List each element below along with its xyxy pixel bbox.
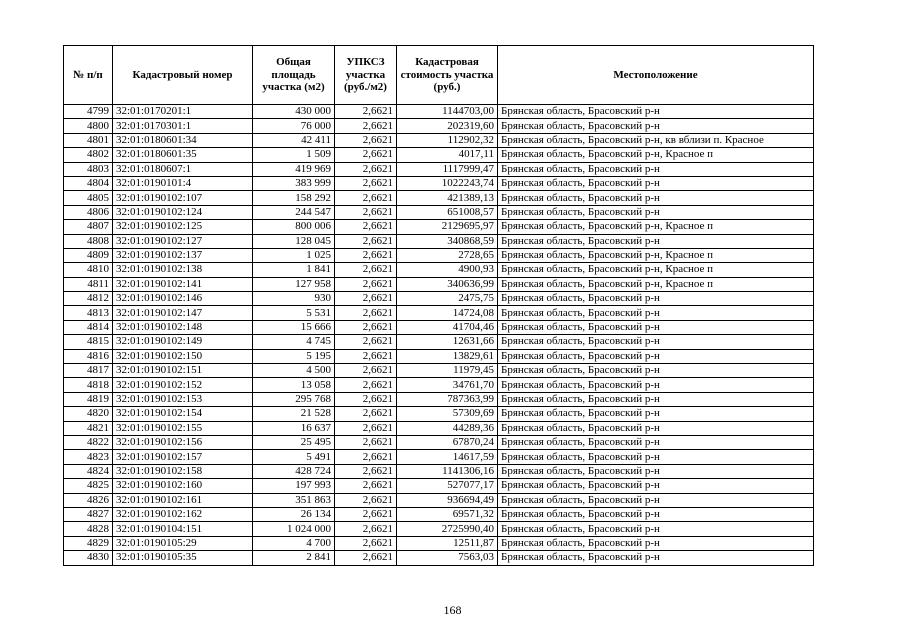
- cell-cadastral-value: 57309,69: [397, 407, 498, 421]
- table-row: [64, 306, 814, 320]
- cell-cadastral-number: 32:01:0190102:147: [113, 306, 253, 320]
- cell-location: Брянская область, Брасовский р-н: [498, 292, 814, 306]
- cadastral-table-container: [63, 45, 814, 566]
- cell-cadastral-number: 32:01:0190102:153: [113, 392, 253, 406]
- cell-cadastral-number: 32:01:0180601:35: [113, 148, 253, 162]
- cell-index: 4826: [64, 493, 113, 507]
- cell-cadastral-number: 32:01:0190102:148: [113, 320, 253, 334]
- cell-index: 4830: [64, 551, 113, 565]
- cell-location: Брянская область, Брасовский р-н, Красное п: [498, 148, 814, 162]
- cell-location: Брянская область, Брасовский р-н: [498, 320, 814, 334]
- cell-upksz: 2,6621: [335, 435, 397, 449]
- cell-cadastral-number: 32:01:0190105:29: [113, 536, 253, 550]
- cell-upksz: 2,6621: [335, 263, 397, 277]
- cell-location: Брянская область, Брасовский р-н, Красное п: [498, 277, 814, 291]
- cell-area: 5 531: [253, 306, 335, 320]
- cell-index: 4817: [64, 364, 113, 378]
- header-location: Местоположение: [498, 46, 814, 105]
- cell-area: 800 006: [253, 220, 335, 234]
- cell-cadastral-value: 41704,46: [397, 320, 498, 334]
- cell-index: 4799: [64, 105, 113, 119]
- cell-index: 4825: [64, 479, 113, 493]
- cell-cadastral-number: 32:01:0190102:124: [113, 205, 253, 219]
- cell-upksz: 2,6621: [335, 349, 397, 363]
- cell-index: 4827: [64, 507, 113, 521]
- cell-upksz: 2,6621: [335, 162, 397, 176]
- cell-upksz: 2,6621: [335, 119, 397, 133]
- cell-upksz: 2,6621: [335, 464, 397, 478]
- cell-cadastral-value: 787363,99: [397, 392, 498, 406]
- table-body: [64, 105, 814, 566]
- cell-location: Брянская область, Брасовский р-н: [498, 421, 814, 435]
- cell-cadastral-number: 32:01:0190102:137: [113, 248, 253, 262]
- cell-upksz: 2,6621: [335, 421, 397, 435]
- table-row: [64, 277, 814, 291]
- cell-area: 428 724: [253, 464, 335, 478]
- cell-index: 4816: [64, 349, 113, 363]
- page-number: 168: [443, 603, 462, 617]
- cell-cadastral-value: 2725990,40: [397, 522, 498, 536]
- table-row: [64, 464, 814, 478]
- cell-upksz: 2,6621: [335, 493, 397, 507]
- cell-location: Брянская область, Брасовский р-н, Красное п: [498, 263, 814, 277]
- table-row: [64, 522, 814, 536]
- header-cadastral-number: Кадастровый номер: [113, 46, 253, 105]
- cell-location: Брянская область, Брасовский р-н: [498, 119, 814, 133]
- cell-upksz: 2,6621: [335, 522, 397, 536]
- cell-area: 76 000: [253, 119, 335, 133]
- cell-cadastral-value: 7563,03: [397, 551, 498, 565]
- cell-location: Брянская область, Брасовский р-н: [498, 407, 814, 421]
- table-row: [64, 292, 814, 306]
- cell-cadastral-number: 32:01:0190102:160: [113, 479, 253, 493]
- cell-cadastral-number: 32:01:0190102:162: [113, 507, 253, 521]
- cell-cadastral-number: 32:01:0190102:125: [113, 220, 253, 234]
- cell-location: Брянская область, Брасовский р-н: [498, 493, 814, 507]
- cell-cadastral-value: 527077,17: [397, 479, 498, 493]
- table-row: [64, 133, 814, 147]
- cell-location: Брянская область, Брасовский р-н, Красное п: [498, 248, 814, 262]
- cell-cadastral-number: 32:01:0190102:127: [113, 234, 253, 248]
- cell-index: 4801: [64, 133, 113, 147]
- cell-cadastral-value: 340868,59: [397, 234, 498, 248]
- cell-location: Брянская область, Брасовский р-н: [498, 191, 814, 205]
- cell-index: 4809: [64, 248, 113, 262]
- cell-location: Брянская область, Брасовский р-н: [498, 105, 814, 119]
- cell-upksz: 2,6621: [335, 407, 397, 421]
- cell-index: 4810: [64, 263, 113, 277]
- cell-location: Брянская область, Брасовский р-н, Красное п: [498, 220, 814, 234]
- cell-upksz: 2,6621: [335, 551, 397, 565]
- cell-location: Брянская область, Брасовский р-н: [498, 551, 814, 565]
- table-row: [64, 105, 814, 119]
- cell-area: 197 993: [253, 479, 335, 493]
- header-index: № п/п: [64, 46, 113, 105]
- cell-cadastral-value: 12511,87: [397, 536, 498, 550]
- cell-area: 4 745: [253, 335, 335, 349]
- cell-upksz: 2,6621: [335, 220, 397, 234]
- cell-area: 295 768: [253, 392, 335, 406]
- cell-upksz: 2,6621: [335, 479, 397, 493]
- cell-area: 430 000: [253, 105, 335, 119]
- cell-cadastral-value: 13829,61: [397, 349, 498, 363]
- cell-cadastral-number: 32:01:0190102:150: [113, 349, 253, 363]
- cell-upksz: 2,6621: [335, 306, 397, 320]
- cell-location: Брянская область, Брасовский р-н: [498, 522, 814, 536]
- table-row: [64, 536, 814, 550]
- cell-index: 4820: [64, 407, 113, 421]
- cell-cadastral-value: 67870,24: [397, 435, 498, 449]
- table-row: [64, 320, 814, 334]
- cell-cadastral-number: 32:01:0190104:151: [113, 522, 253, 536]
- cell-area: 1 509: [253, 148, 335, 162]
- cell-cadastral-value: 69571,32: [397, 507, 498, 521]
- table-row: [64, 220, 814, 234]
- cell-index: 4824: [64, 464, 113, 478]
- cell-location: Брянская область, Брасовский р-н, кв вблизи п. Красное: [498, 133, 814, 147]
- cell-upksz: 2,6621: [335, 392, 397, 406]
- table-row: [64, 205, 814, 219]
- cell-area: 127 958: [253, 277, 335, 291]
- cell-cadastral-value: 14617,59: [397, 450, 498, 464]
- cell-location: Брянская область, Брасовский р-н: [498, 435, 814, 449]
- cell-cadastral-number: 32:01:0190102:107: [113, 191, 253, 205]
- table-header-row: [64, 46, 814, 105]
- cell-index: 4828: [64, 522, 113, 536]
- cell-index: 4815: [64, 335, 113, 349]
- cell-location: Брянская область, Брасовский р-н: [498, 507, 814, 521]
- table-row: [64, 162, 814, 176]
- cell-location: Брянская область, Брасовский р-н: [498, 378, 814, 392]
- cell-area: 930: [253, 292, 335, 306]
- cell-location: Брянская область, Брасовский р-н: [498, 464, 814, 478]
- cell-cadastral-value: 202319,60: [397, 119, 498, 133]
- cell-cadastral-number: 32:01:0190102:157: [113, 450, 253, 464]
- cell-cadastral-value: 1022243,74: [397, 176, 498, 190]
- table-row: [64, 349, 814, 363]
- cell-area: 5 195: [253, 349, 335, 363]
- cell-cadastral-value: 4900,93: [397, 263, 498, 277]
- cell-cadastral-value: 421389,13: [397, 191, 498, 205]
- cell-upksz: 2,6621: [335, 277, 397, 291]
- table-row: [64, 364, 814, 378]
- table-row: [64, 507, 814, 521]
- cell-index: 4803: [64, 162, 113, 176]
- cell-cadastral-number: 32:01:0190102:156: [113, 435, 253, 449]
- cell-cadastral-value: 11979,45: [397, 364, 498, 378]
- cell-area: 5 491: [253, 450, 335, 464]
- cell-area: 1 025: [253, 248, 335, 262]
- cell-cadastral-number: 32:01:0190102:151: [113, 364, 253, 378]
- table-row: [64, 234, 814, 248]
- cell-cadastral-value: 1141306,16: [397, 464, 498, 478]
- cell-area: 1 024 000: [253, 522, 335, 536]
- cell-upksz: 2,6621: [335, 234, 397, 248]
- cell-area: 42 411: [253, 133, 335, 147]
- cell-area: 351 863: [253, 493, 335, 507]
- cell-area: 16 637: [253, 421, 335, 435]
- cell-area: 15 666: [253, 320, 335, 334]
- cell-index: 4800: [64, 119, 113, 133]
- cell-cadastral-value: 340636,99: [397, 277, 498, 291]
- cell-upksz: 2,6621: [335, 191, 397, 205]
- cell-cadastral-number: 32:01:0190102:138: [113, 263, 253, 277]
- cell-location: Брянская область, Брасовский р-н: [498, 536, 814, 550]
- cell-location: Брянская область, Брасовский р-н: [498, 176, 814, 190]
- table-row: [64, 176, 814, 190]
- table-row: [64, 378, 814, 392]
- table-row: [64, 435, 814, 449]
- table-row: [64, 551, 814, 565]
- cell-area: 2 841: [253, 551, 335, 565]
- cell-upksz: 2,6621: [335, 148, 397, 162]
- cell-index: 4821: [64, 421, 113, 435]
- cell-cadastral-number: 32:01:0190102:154: [113, 407, 253, 421]
- cell-upksz: 2,6621: [335, 378, 397, 392]
- cell-cadastral-value: 112902,32: [397, 133, 498, 147]
- cell-index: 4823: [64, 450, 113, 464]
- cell-cadastral-number: 32:01:0190105:35: [113, 551, 253, 565]
- header-cadastral-value: Кадастровая стоимость участка (руб.): [397, 46, 498, 105]
- cell-index: 4829: [64, 536, 113, 550]
- cell-index: 4806: [64, 205, 113, 219]
- cell-area: 419 969: [253, 162, 335, 176]
- cell-cadastral-value: 2129695,97: [397, 220, 498, 234]
- cell-upksz: 2,6621: [335, 133, 397, 147]
- cell-cadastral-number: 32:01:0190102:155: [113, 421, 253, 435]
- cell-location: Брянская область, Брасовский р-н: [498, 234, 814, 248]
- cell-index: 4811: [64, 277, 113, 291]
- cell-location: Брянская область, Брасовский р-н: [498, 335, 814, 349]
- cell-location: Брянская область, Брасовский р-н: [498, 349, 814, 363]
- cell-cadastral-value: 4017,11: [397, 148, 498, 162]
- table-row: [64, 493, 814, 507]
- cell-area: 4 500: [253, 364, 335, 378]
- cell-upksz: 2,6621: [335, 248, 397, 262]
- table-row: [64, 421, 814, 435]
- cell-cadastral-value: 2475,75: [397, 292, 498, 306]
- cell-index: 4804: [64, 176, 113, 190]
- cell-area: 26 134: [253, 507, 335, 521]
- cell-area: 25 495: [253, 435, 335, 449]
- cell-location: Брянская область, Брасовский р-н: [498, 306, 814, 320]
- cell-index: 4818: [64, 378, 113, 392]
- cell-index: 4822: [64, 435, 113, 449]
- cell-upksz: 2,6621: [335, 364, 397, 378]
- cell-upksz: 2,6621: [335, 507, 397, 521]
- table-row: [64, 450, 814, 464]
- cell-cadastral-value: 651008,57: [397, 205, 498, 219]
- table-row: [64, 335, 814, 349]
- cell-index: 4813: [64, 306, 113, 320]
- cell-index: 4814: [64, 320, 113, 334]
- cell-upksz: 2,6621: [335, 292, 397, 306]
- cell-cadastral-value: 34761,70: [397, 378, 498, 392]
- cell-area: 21 528: [253, 407, 335, 421]
- cell-upksz: 2,6621: [335, 205, 397, 219]
- cell-cadastral-value: 44289,36: [397, 421, 498, 435]
- cell-cadastral-number: 32:01:0190102:161: [113, 493, 253, 507]
- cell-area: 128 045: [253, 234, 335, 248]
- header-area: Общая площадь участка (м2): [253, 46, 335, 105]
- table-row: [64, 248, 814, 262]
- cell-area: 4 700: [253, 536, 335, 550]
- cell-location: Брянская область, Брасовский р-н: [498, 205, 814, 219]
- cell-index: 4812: [64, 292, 113, 306]
- cell-cadastral-number: 32:01:0190102:149: [113, 335, 253, 349]
- table-row: [64, 407, 814, 421]
- cell-index: 4807: [64, 220, 113, 234]
- cell-cadastral-number: 32:01:0170201:1: [113, 105, 253, 119]
- cell-upksz: 2,6621: [335, 176, 397, 190]
- cell-area: 244 547: [253, 205, 335, 219]
- cell-location: Брянская область, Брасовский р-н: [498, 479, 814, 493]
- cell-upksz: 2,6621: [335, 320, 397, 334]
- table-row: [64, 392, 814, 406]
- cell-cadastral-value: 12631,66: [397, 335, 498, 349]
- cell-cadastral-number: 32:01:0190102:152: [113, 378, 253, 392]
- table-row: [64, 119, 814, 133]
- cell-area: 383 999: [253, 176, 335, 190]
- cell-index: 4805: [64, 191, 113, 205]
- cell-area: 13 058: [253, 378, 335, 392]
- cell-cadastral-value: 1117999,47: [397, 162, 498, 176]
- cell-area: 158 292: [253, 191, 335, 205]
- header-upksz: УПКСЗ участка (руб./м2): [335, 46, 397, 105]
- cell-area: 1 841: [253, 263, 335, 277]
- cell-cadastral-number: 32:01:0190102:146: [113, 292, 253, 306]
- cell-upksz: 2,6621: [335, 450, 397, 464]
- cell-index: 4802: [64, 148, 113, 162]
- cell-index: 4819: [64, 392, 113, 406]
- cell-location: Брянская область, Брасовский р-н: [498, 162, 814, 176]
- table-row: [64, 263, 814, 277]
- cell-upksz: 2,6621: [335, 536, 397, 550]
- cell-cadastral-number: 32:01:0190101:4: [113, 176, 253, 190]
- table-row: [64, 148, 814, 162]
- cell-location: Брянская область, Брасовский р-н: [498, 364, 814, 378]
- table-row: [64, 191, 814, 205]
- cell-cadastral-number: 32:01:0190102:158: [113, 464, 253, 478]
- cell-cadastral-value: 1144703,00: [397, 105, 498, 119]
- cell-upksz: 2,6621: [335, 105, 397, 119]
- cell-location: Брянская область, Брасовский р-н: [498, 392, 814, 406]
- cell-cadastral-value: 936694,49: [397, 493, 498, 507]
- cell-index: 4808: [64, 234, 113, 248]
- cadastral-value-table: [63, 45, 814, 566]
- cell-cadastral-number: 32:01:0180607:1: [113, 162, 253, 176]
- cell-upksz: 2,6621: [335, 335, 397, 349]
- cell-cadastral-value: 14724,08: [397, 306, 498, 320]
- table-row: [64, 479, 814, 493]
- cell-cadastral-number: 32:01:0180601:34: [113, 133, 253, 147]
- cell-cadastral-number: 32:01:0170301:1: [113, 119, 253, 133]
- cell-cadastral-value: 2728,65: [397, 248, 498, 262]
- cell-cadastral-number: 32:01:0190102:141: [113, 277, 253, 291]
- cell-location: Брянская область, Брасовский р-н: [498, 450, 814, 464]
